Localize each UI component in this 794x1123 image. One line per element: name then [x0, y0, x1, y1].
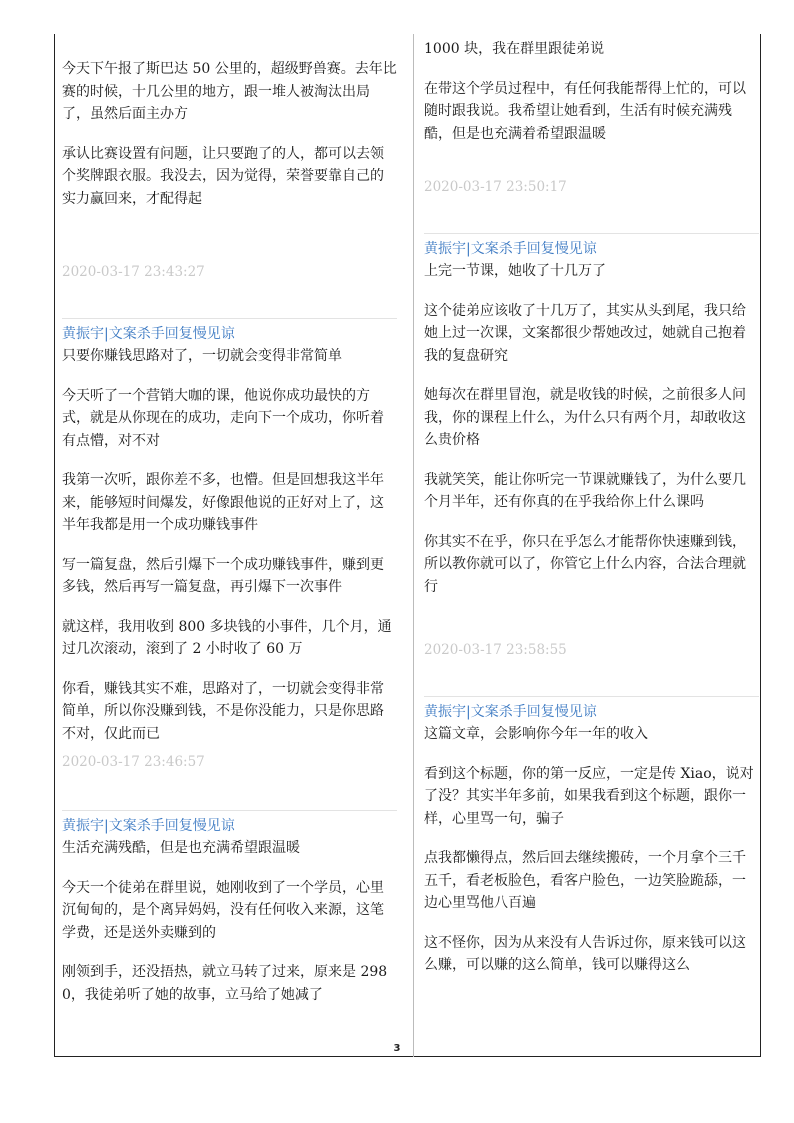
- post-paragraph: 点我都懒得点，然后回去继续搬砖，一个月拿个三千五千，看老板脸色，看客户脸色，一边笑脸跪舔，一边心里骂他八百遍: [424, 850, 746, 911]
- post-paragraph: 我就笑笑，能让你听完一节课就赚钱了，为什么要几个月半年，还有你真的在乎我给你上什么课吗: [424, 471, 746, 510]
- post-author[interactable]: 黄振宇|文案杀手回复慢见谅: [424, 703, 597, 720]
- post-author[interactable]: 黄振宇|文案杀手回复慢见谅: [62, 817, 235, 834]
- post-author[interactable]: 黄振宇|文案杀手回复慢见谅: [424, 240, 597, 257]
- post-timestamp: 2020-03-17 23:43:27: [62, 264, 205, 280]
- post-timestamp: 2020-03-17 23:58:55: [424, 642, 567, 658]
- post-paragraph: 这篇文章，会影响你今年一年的收入: [424, 726, 648, 742]
- post-paragraph: 生活充满残酷，但是也充满希望跟温暖: [62, 840, 300, 856]
- right-column: [424, 38, 759, 994]
- column-divider: [413, 34, 414, 1057]
- page-number: 3: [393, 1043, 401, 1054]
- post-header: [424, 233, 759, 261]
- left-column: [62, 58, 397, 1023]
- post-paragraph: 她每次在群里冒泡，就是收钱的时候，之前很多人问我，你的课程上什么，为什么只有两个月，却敢收这么贵价格: [424, 387, 746, 448]
- post-header: [62, 810, 397, 838]
- post-paragraph: 承认比赛设置有问题，让只要跑了的人，都可以去领个奖牌跟衣服。我没去，因为觉得，荣誉要靠自己的实力赢回来，才配得起: [62, 145, 384, 207]
- post-paragraph: 你看，赚钱其实不难，思路对了，一切就会变得非常简单，所以你没赚到钱，不是你没能力，只是你思路不对，仅此而已: [62, 680, 384, 742]
- post-paragraph: 我第一次听，跟你差不多，也懵。但是回想我这半年来，能够短时间爆发，好像跟他说的正好对上了，这半年我都是用一个成功赚钱事件: [62, 472, 384, 533]
- post-paragraph: 这个徒弟应该收了十几万了，其实从头到尾，我只给她上过一次课，文案都很少帮她改过，她就自己抱着我的复盘研究: [424, 302, 746, 364]
- post-paragraph: 这不怪你，因为从来没有人告诉过你，原来钱可以这么赚，可以赚的这么简单，钱可以赚得这么: [424, 934, 746, 973]
- post-paragraph: 就这样，我用收到 800 多块钱的小事件，几个月，通过几次滚动，滚到了 2 小时收了 60 万: [62, 618, 392, 657]
- post-paragraph: 只要你赚钱思路对了，一切就会变得非常简单: [62, 348, 342, 364]
- post-author[interactable]: 黄振宇|文案杀手回复慢见谅: [62, 325, 235, 342]
- post-paragraph: 写一篇复盘，然后引爆下一个成功赚钱事件，赚到更多钱，然后再写一篇复盘，再引爆下一次事件: [62, 556, 384, 595]
- post-paragraph: 在带这个学员过程中，有任何我能帮得上忙的，可以随时跟我说。我希望让她看到，生活有时候充满残酷，但是也充满着希望跟温暖: [424, 80, 746, 142]
- post-header: [424, 696, 759, 724]
- post-paragraph: 今天一个徒弟在群里说，她刚收到了一个学员，心里沉甸甸的，是个离异妈妈，没有任何收入来源，这笔学费，还是送外卖赚到的: [62, 879, 384, 941]
- post-timestamp: 2020-03-17 23:46:57: [62, 754, 205, 770]
- post-paragraph: 看到这个标题，你的第一反应，一定是传 Xiao，说对了没？其实半年多前，如果我看到这个标题，跟你一样，心里骂一句，骗子: [424, 765, 754, 827]
- post-header: [62, 318, 397, 346]
- post-paragraph: 今天下午报了斯巴达 50 公里的，超级野兽赛。去年比赛的时候，十几公里的地方，跟一堆人被淘汰出局了，虽然后面主办方: [62, 61, 397, 122]
- post-timestamp: 2020-03-17 23:50:17: [424, 179, 567, 195]
- post-paragraph: 1000 块，我在群里跟徒弟说: [424, 41, 605, 57]
- post-paragraph: 刚领到手，还没捂热，就立马转了过来，原来是 2980，我徒弟听了她的故事，立马给了她减了: [62, 964, 388, 1003]
- post-paragraph: 上完一节课，她收了十几万了: [424, 263, 606, 279]
- post-paragraph: 今天听了一个营销大咖的课，他说你成功最快的方式，就是从你现在的成功，走向下一个成功，你听着有点懵，对不对: [62, 387, 384, 449]
- post-paragraph: 你其实不在乎，你只在乎怎么才能帮你快速赚到钱，所以教你就可以了，你管它上什么内容，合法合理就行: [424, 533, 746, 595]
